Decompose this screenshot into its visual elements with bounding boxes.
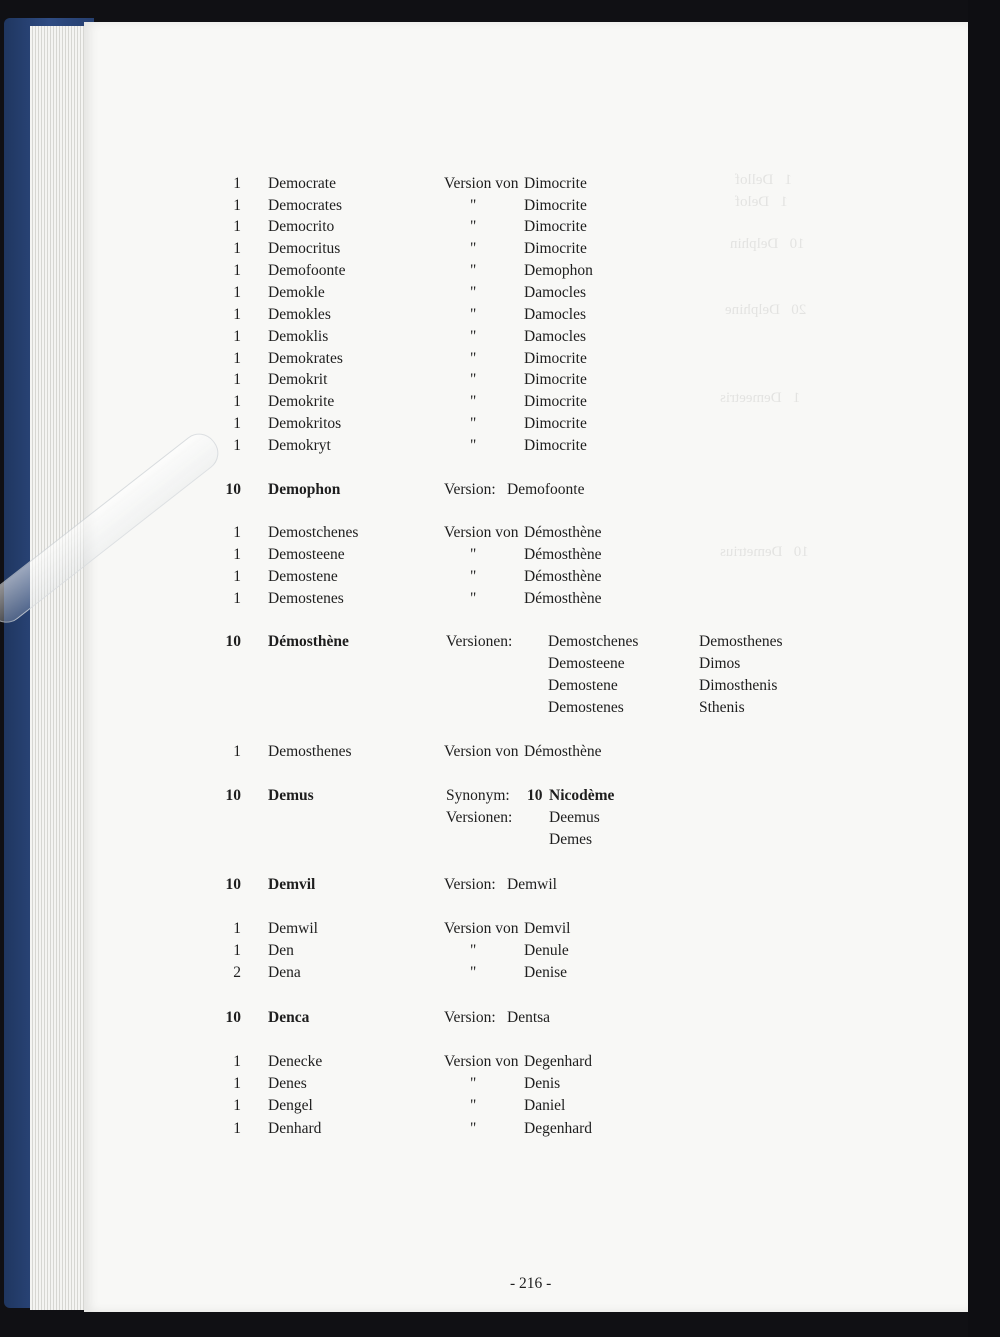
entry-count: 1 — [233, 240, 241, 257]
version-name: Demostchenes — [548, 633, 639, 650]
version-name: Sthenis — [699, 699, 745, 716]
version-target: Denise — [524, 964, 568, 981]
version-name: Demostenes — [548, 699, 624, 716]
entry-name: Denhard — [268, 1120, 322, 1137]
version-target: Démosthène — [524, 568, 602, 585]
entry-name: Demokrit — [268, 371, 328, 388]
version-target: Dimocrite — [524, 371, 587, 388]
entry-name: Demokritos — [268, 415, 342, 432]
version-name: Demostene — [548, 677, 618, 694]
ditto-mark: " — [470, 284, 477, 301]
version-target: Daniel — [524, 1097, 566, 1114]
version-target: Démosthène — [524, 590, 602, 607]
version-label: Versionen: — [446, 809, 513, 826]
entry-count: 1 — [233, 1097, 241, 1114]
show-through-text: 1 Delof — [735, 194, 788, 210]
version-name: Demosthenes — [699, 633, 783, 650]
version-target: Degenhard — [524, 1053, 592, 1070]
entry-name: Demwil — [268, 920, 318, 937]
entry-name: Democrates — [268, 197, 343, 214]
version-target: Dimocrite — [524, 175, 587, 192]
background-right — [968, 0, 1000, 1337]
entry-count: 1 — [233, 1053, 241, 1070]
entry-count: 1 — [233, 284, 241, 301]
ditto-mark: " — [470, 964, 477, 981]
version-name: Demosteene — [548, 655, 625, 672]
version-target: Demwil — [507, 876, 557, 893]
version-label: Version von — [444, 524, 519, 541]
entry-count: 1 — [233, 393, 241, 410]
entry-name: Demokryt — [268, 437, 331, 454]
entry-count: 10 — [225, 876, 241, 893]
entry-count: 1 — [233, 920, 241, 937]
entry-count: 1 — [233, 546, 241, 563]
synonym-count: 10 — [527, 787, 543, 804]
version-name: Dimos — [699, 655, 741, 672]
entry-name: Demostenes — [268, 590, 344, 607]
version-target: Demofoonte — [507, 481, 585, 498]
entry-count: 1 — [233, 262, 241, 279]
entry-name: Denecke — [268, 1053, 323, 1070]
entry-count: 1 — [233, 942, 241, 959]
entry-count: 1 — [233, 328, 241, 345]
synonym-label: Synonym: — [446, 787, 510, 804]
entry-name: Demokrite — [268, 393, 335, 410]
entry-name: Demokles — [268, 306, 331, 323]
show-through-text: 10 Delphin — [730, 236, 805, 252]
version-target: Démosthène — [524, 524, 602, 541]
version-name: Deemus — [549, 809, 600, 826]
ditto-mark: " — [470, 328, 477, 345]
entry-name: Dena — [268, 964, 301, 981]
ditto-mark: " — [470, 546, 477, 563]
entry-name: Democrito — [268, 218, 335, 235]
version-target: Dimocrite — [524, 197, 587, 214]
ditto-mark: " — [470, 262, 477, 279]
ditto-mark: " — [470, 218, 477, 235]
entry-count: 1 — [233, 350, 241, 367]
entry-name: Demofoonte — [268, 262, 346, 279]
entry-count: 1 — [233, 218, 241, 235]
entry-name: Dengel — [268, 1097, 313, 1114]
entry-count: 1 — [233, 415, 241, 432]
version-label: Version: — [444, 1009, 496, 1026]
entry-count: 1 — [233, 743, 241, 760]
version-target: Dentsa — [507, 1009, 551, 1026]
entry-count: 10 — [225, 1009, 241, 1026]
version-label: Version: — [444, 481, 496, 498]
entry-name: Demvil — [268, 876, 316, 893]
version-target: Dimocrite — [524, 240, 587, 257]
version-target: Denule — [524, 942, 569, 959]
entry-count: 1 — [233, 1075, 241, 1092]
entry-count: 10 — [225, 481, 241, 498]
entry-count: 1 — [233, 306, 241, 323]
entry-count: 2 — [233, 964, 241, 981]
entry-count: 10 — [225, 787, 241, 804]
version-label: Version von — [444, 1053, 519, 1070]
entry-name: Demokle — [268, 284, 325, 301]
version-label: Version von — [444, 175, 519, 192]
version-target: Démosthène — [524, 743, 602, 760]
entry-count: 1 — [233, 437, 241, 454]
version-target: Damocles — [524, 306, 586, 323]
entry-count: 1 — [233, 197, 241, 214]
version-name: Dimosthenis — [699, 677, 778, 694]
entry-name: Demokrates — [268, 350, 343, 367]
ditto-mark: " — [470, 197, 477, 214]
entry-count: 1 — [233, 175, 241, 192]
version-label: Versionen: — [446, 633, 513, 650]
version-target: Degenhard — [524, 1120, 592, 1137]
version-label: Version von — [444, 743, 519, 760]
ditto-mark: " — [470, 942, 477, 959]
ditto-mark: " — [470, 1075, 477, 1092]
entry-name: Den — [268, 942, 294, 959]
ditto-mark: " — [470, 350, 477, 367]
entry-name: Denes — [268, 1075, 307, 1092]
version-target: Dimocrite — [524, 218, 587, 235]
show-through-text: 1 Dellof — [735, 172, 793, 188]
entry-name: Demoklis — [268, 328, 329, 345]
show-through-text: 10 Demetrius — [720, 544, 809, 560]
entry-name: Denca — [268, 1009, 310, 1026]
version-target: Damocles — [524, 328, 586, 345]
ditto-mark: " — [470, 306, 477, 323]
entry-count: 1 — [233, 371, 241, 388]
version-target: Damocles — [524, 284, 586, 301]
entry-count: 10 — [225, 633, 241, 650]
ditto-mark: " — [470, 568, 477, 585]
ditto-mark: " — [470, 1097, 477, 1114]
page-number: - 216 - — [510, 1275, 552, 1292]
entry-name: Demophon — [268, 481, 341, 498]
entry-name: Demostchenes — [268, 524, 359, 541]
ditto-mark: " — [470, 371, 477, 388]
synonym-name: Nicodème — [549, 787, 615, 804]
entry-name: Demus — [268, 787, 314, 804]
version-target: Dimocrite — [524, 415, 587, 432]
version-label: Version: — [444, 876, 496, 893]
entry-name: Demostene — [268, 568, 338, 585]
ditto-mark: " — [470, 1120, 477, 1137]
entry-name: Demosthenes — [268, 743, 352, 760]
version-target: Démosthène — [524, 546, 602, 563]
entry-name: Democrate — [268, 175, 336, 192]
version-target: Demophon — [524, 262, 593, 279]
ditto-mark: " — [470, 590, 477, 607]
entry-name: Demosteene — [268, 546, 345, 563]
entry-name: Démosthène — [268, 633, 349, 650]
version-target: Denis — [524, 1075, 561, 1092]
entry-count: 1 — [233, 590, 241, 607]
ditto-mark: " — [470, 393, 477, 410]
version-target: Dimocrite — [524, 350, 587, 367]
entry-count: 1 — [233, 524, 241, 541]
ditto-mark: " — [470, 437, 477, 454]
ditto-mark: " — [470, 415, 477, 432]
version-target: Dimocrite — [524, 437, 587, 454]
show-through-text: 20 Delphine — [725, 302, 807, 318]
entry-count: 1 — [233, 568, 241, 585]
ditto-mark: " — [470, 240, 477, 257]
show-through-text: 1 Demeetris — [720, 390, 801, 406]
page-edges — [30, 26, 90, 1310]
version-label: Version von — [444, 920, 519, 937]
entry-name: Democritus — [268, 240, 341, 257]
version-target: Demvil — [524, 920, 571, 937]
version-target: Dimocrite — [524, 393, 587, 410]
book-page — [84, 22, 968, 1312]
version-name: Demes — [549, 831, 593, 848]
entry-count: 1 — [233, 1120, 241, 1137]
